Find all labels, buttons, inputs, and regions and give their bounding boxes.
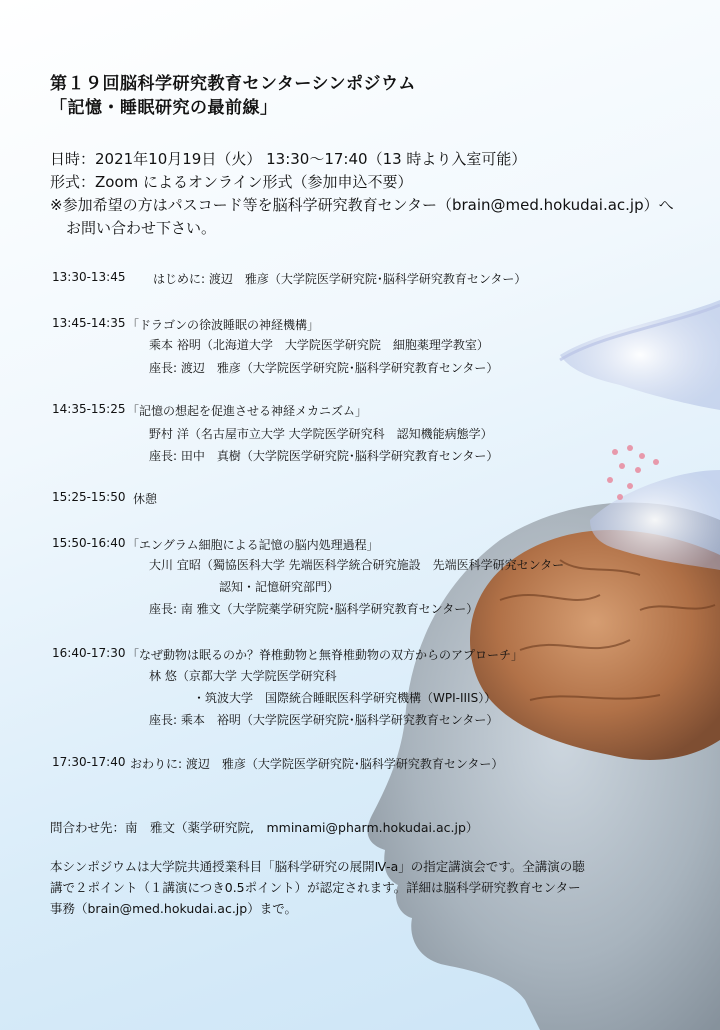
talk2-title: 「記憶の想起を促進させる神経メカニズム」: [127, 404, 368, 418]
talk2-chair: 座長: 田中 真樹（大学院医学研究院･脳科学研究教育センター）: [149, 449, 499, 463]
talk1-chair: 座長: 渡辺 雅彦（大学院医学研究院･脳科学研究教育センター）: [149, 361, 499, 375]
opening-text: はじめに: 渡辺 雅彦（大学院医学研究院･脳科学研究教育センター）: [153, 272, 527, 286]
credit-note-line2: 講で２ポイント（１講演につき0.5ポイント）が認定されます。詳細は脳科学研究教育センター: [50, 880, 581, 895]
talk3-speaker-line2: 認知・記憶研究部門）: [219, 580, 340, 594]
talk3-speaker-line1: 大川 宜昭（獨協医科大学 先端医科学統合研究施設 先端医科学研究センター: [149, 558, 565, 572]
talk3-chair: 座長: 南 雅文（大学院薬学研究院･脳科学研究教育センター）: [149, 602, 479, 616]
credit-note-line1: 本シンポジウムは大学院共通授業科目「脳科学研究の展開Ⅳ-a」の指定講演会です。全講演の聴: [50, 859, 585, 874]
talk4-chair: 座長: 乘本 裕明（大学院医学研究院･脳科学研究教育センター）: [149, 713, 499, 727]
contact-info: 問合わせ先：南 雅文（薬学研究院, mminami@pharm.hokudai.ac.jp）: [50, 820, 479, 835]
notice-line1: ※参加希望の方はパスコード等を脳科学研究教育センター（brain@med.hokudai.ac.jp）へ: [50, 196, 674, 214]
closing-time: 17:30-17:40: [52, 755, 126, 769]
talk1-speaker: 乘本 裕明（北海道大学 大学院医学研究院 細胞薬理学教室）: [149, 338, 489, 352]
talk2-time: 14:35-15:25: [52, 402, 126, 416]
symposium-subtitle: 「記憶・睡眠研究の最前線」: [50, 98, 278, 118]
talk4-speaker-line2: ・筑波大学 国際統合睡眠医科学研究機構（WPI-IIIS））: [193, 691, 497, 705]
talk4-speaker-line1: 林 悠（京都大学 大学院医学研究科: [149, 669, 337, 683]
talk3-time: 15:50-16:40: [52, 536, 126, 550]
break-time: 15:25-15:50: [52, 490, 126, 504]
credit-note-line3: 事務（brain@med.hokudai.ac.jp）まで。: [50, 901, 297, 916]
notice-line2: お問い合わせ下さい。: [66, 219, 217, 237]
talk2-speaker: 野村 洋（名古屋市立大学 大学院医学研究科 認知機能病態学）: [149, 427, 493, 441]
datetime: 日時：2021年10月19日（火） 13:30〜17:40（13 時より入室可能）: [50, 150, 527, 168]
symposium-title: 第１９回脳科学研究教育センターシンポジウム: [50, 74, 416, 94]
talk4-time: 16:40-17:30: [52, 646, 126, 660]
break-text: 休憩: [133, 492, 158, 506]
format: 形式：Zoom によるオンライン形式（参加申込不要）: [50, 173, 413, 191]
talk1-title: 「ドラゴンの徐波睡眠の神経機構」: [127, 318, 320, 332]
talk3-title: 「エングラム細胞による記憶の脳内処理過程」: [127, 538, 379, 552]
closing-text: おわりに: 渡辺 雅彦（大学院医学研究院･脳科学研究教育センター）: [130, 757, 504, 771]
opening-time: 13:30-13:45: [52, 270, 126, 284]
talk1-time: 13:45-14:35: [52, 316, 126, 330]
talk4-title: 「なぜ動物は眠るのか？脊椎動物と無脊椎動物の双方からのアプローチ」: [127, 648, 524, 662]
